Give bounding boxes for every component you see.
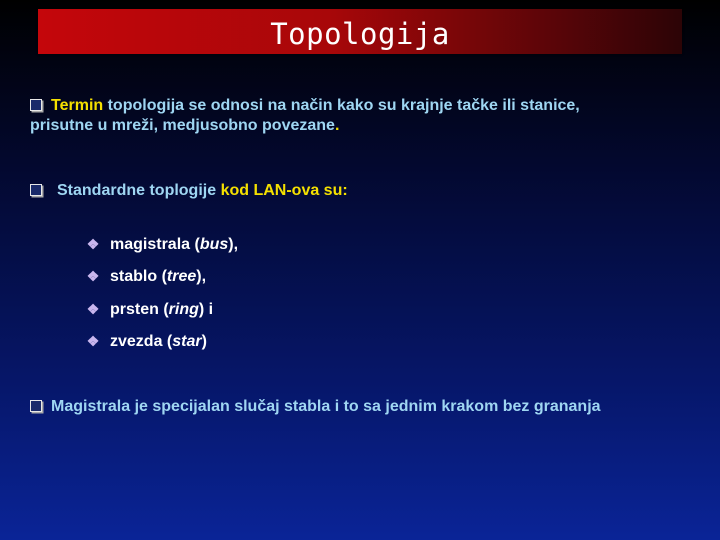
word-termin: Termin: [51, 97, 104, 114]
diamond-bullet-icon: ❖: [86, 268, 100, 284]
kod-lan-text: kod LAN-ova su:: [220, 182, 348, 199]
title-bar: [38, 9, 682, 54]
slide-title: Topologija: [270, 17, 450, 51]
topology-item-tree: ❖ stablo (tree),: [86, 268, 207, 285]
standardne-text: Standardne toplogije: [57, 182, 221, 199]
bullet-termin: [30, 96, 700, 136]
topology-item-star: ❖ zvezda (star): [86, 333, 207, 350]
bullet-standardne: [30, 181, 348, 201]
square-bullet-icon: [30, 184, 42, 196]
bullet-magistrala: [30, 397, 601, 417]
diamond-bullet-icon: ❖: [86, 236, 100, 252]
topology-item-bus: ❖ magistrala (bus),: [86, 236, 239, 253]
square-bullet-icon: [30, 400, 42, 412]
magistrala-text: Magistrala je specijalan slučaj stabla i to sa jednim krakom bez grananja: [51, 398, 601, 415]
diamond-bullet-icon: ❖: [86, 333, 100, 349]
diamond-bullet-icon: ❖: [86, 301, 100, 317]
termin-text-line1: topologija se odnosi na način kako su krajnje tačke ili stanice,: [103, 97, 580, 114]
square-bullet-icon: [30, 99, 42, 111]
termin-text-line2: prisutne u mreži, medjusobno povezane: [30, 117, 335, 134]
termin-period: .: [334, 117, 340, 134]
topology-item-ring: ❖ prsten (ring) i: [86, 301, 214, 318]
